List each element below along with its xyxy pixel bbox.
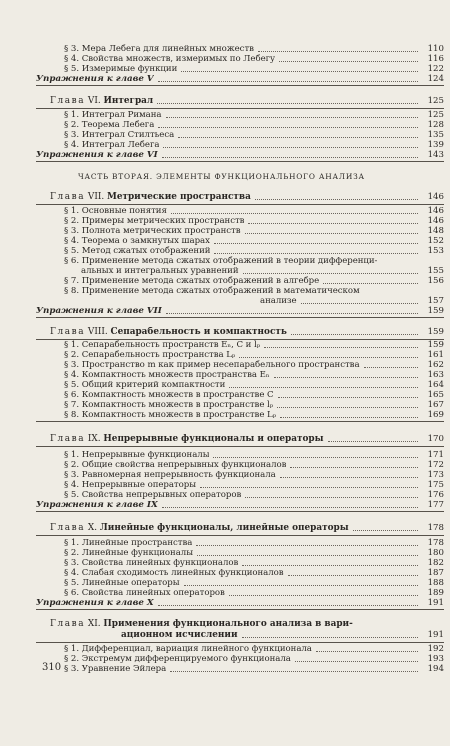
toc-page-number: 163 (427, 370, 444, 380)
horizontal-rule (36, 609, 444, 610)
leader-dots (178, 137, 418, 138)
toc-page-number: 159 (427, 327, 444, 337)
toc-page-number: 164 (427, 380, 444, 390)
leader-dots (278, 397, 418, 398)
toc-entry-text: § 5. Линейные операторы (64, 578, 180, 588)
toc-entry-text: § 3. Мера Лебега для линейных множеств (64, 44, 254, 54)
toc-page-number: 122 (427, 64, 444, 74)
leader-dots (301, 303, 418, 304)
leader-dots (288, 575, 418, 576)
toc-page-number: 169 (427, 410, 444, 420)
leader-dots (158, 605, 418, 606)
toc-page-number: 171 (427, 450, 444, 460)
toc-entry-text: § 3. Интеграл Стилтьеса (64, 130, 175, 140)
leader-dots (291, 334, 418, 335)
leader-dots (242, 565, 418, 566)
toc-entry-text: § 5. Общий критерий компактности (64, 380, 226, 390)
horizontal-rule (36, 511, 444, 512)
toc-page-number: 173 (427, 470, 444, 480)
leader-dots (323, 283, 418, 284)
toc-entry-text: Упражнения к главе IX (36, 500, 158, 510)
leader-dots (290, 467, 418, 468)
toc-page-number: 125 (427, 96, 444, 106)
leader-dots (163, 147, 418, 148)
toc-page-number: 180 (427, 548, 444, 558)
leader-dots (364, 367, 418, 368)
horizontal-rule (36, 446, 444, 447)
toc-page-number: 172 (427, 460, 444, 470)
chapter-title-continuation: ационном исчислении (121, 630, 238, 640)
toc-entry-text: § 1. Дифференциал, вариация линейного функционала (64, 644, 312, 654)
toc-page-number: 146 (427, 206, 444, 216)
toc-page-number: 159 (427, 340, 444, 350)
leader-dots (264, 347, 418, 348)
toc-page-number: 194 (427, 664, 444, 674)
chapter-title: Непрерывные функционалы и операторы (103, 434, 324, 444)
toc-entry-text: § 4. Компактность множеств пространства Eₙ (64, 370, 270, 380)
leader-dots (162, 157, 418, 158)
chapter-number: VI. (87, 96, 101, 106)
horizontal-rule (36, 108, 444, 109)
chapter-heading-text (50, 619, 353, 629)
toc-page-number: 125 (427, 110, 444, 120)
toc-page-number: 187 (427, 568, 444, 578)
toc-page-number: 177 (427, 500, 444, 510)
leader-dots (197, 555, 418, 556)
toc-page-number: 139 (427, 140, 444, 150)
toc-entry-text: § 6. Свойства линейных операторов (64, 588, 225, 598)
chapter-number: X. (87, 523, 98, 533)
leader-dots (274, 377, 418, 378)
toc-page-number: 128 (427, 120, 444, 130)
toc-entry-text: § 1. Линейные пространства (64, 538, 193, 548)
toc-entry-text: § 7. Применение метода сжатых отображений в алгебре (64, 276, 320, 286)
chapter-word: Глава (50, 192, 86, 202)
toc-entry-text: § 3. Уравнение Эйлера (64, 664, 167, 674)
leader-dots (229, 595, 418, 596)
chapter-title: Применения функционального анализа в вари- (103, 619, 353, 629)
toc-page-number: 153 (427, 246, 444, 256)
leader-dots (158, 127, 418, 128)
leader-dots (170, 671, 418, 672)
toc-entry-text: § 4. Слабая сходимость линейных функционалов (64, 568, 284, 578)
toc-page-number: 165 (427, 390, 444, 400)
horizontal-rule (36, 535, 444, 536)
toc-page-number: 175 (427, 480, 444, 490)
toc-entry-text: Упражнения к главе VII (36, 306, 162, 316)
chapter-number: VII. (87, 192, 105, 202)
toc-page-number: 116 (427, 54, 444, 64)
toc-page-number: 182 (427, 558, 444, 568)
horizontal-rule (36, 161, 444, 162)
toc-entry-text: § 5. Измеримые функции (64, 64, 178, 74)
toc-entry-text: Упражнения к главе X (36, 598, 154, 608)
chapter-heading-text (50, 96, 153, 106)
leader-dots (181, 71, 418, 72)
toc-page-number: 135 (427, 130, 444, 140)
toc-page-number: 193 (427, 654, 444, 664)
horizontal-rule (36, 642, 444, 643)
toc-page-number: 176 (427, 490, 444, 500)
toc-entry-text: § 4. Свойства множеств, измеримых по Лебегу (64, 54, 276, 64)
toc-entry-text: § 2. Сепарабельность пространства Lₚ (64, 350, 236, 360)
leader-dots (213, 457, 418, 458)
toc-entry-text: § 1. Основные понятия (64, 206, 167, 216)
chapter-number: IX. (87, 434, 101, 444)
chapter-number: XI. (87, 619, 101, 629)
toc-entry-text: § 1. Интеграл Римана (64, 110, 162, 120)
leader-dots (162, 507, 418, 508)
leader-dots (279, 61, 418, 62)
leader-dots (245, 233, 418, 234)
toc-page-number: 170 (427, 434, 444, 444)
toc-entry-text: Упражнения к главе VI (36, 150, 158, 160)
toc-page-number: 156 (427, 276, 444, 286)
leader-dots (328, 441, 418, 442)
leader-dots (258, 51, 418, 52)
leader-dots (248, 223, 418, 224)
toc-page-number: 161 (427, 350, 444, 360)
toc-entry-text: § 8. Применение метода сжатых отображений в математическом (64, 286, 360, 296)
toc-entry-text: § 3. Свойства линейных функционалов (64, 558, 239, 568)
leader-dots (171, 213, 418, 214)
leader-dots (196, 545, 418, 546)
leader-dots (245, 497, 418, 498)
toc-entry-text: § 6. Применение метода сжатых отображений в теории дифференци- (64, 256, 378, 266)
leader-dots (295, 661, 418, 662)
toc-entry-text: § 1. Непрерывные функционалы (64, 450, 210, 460)
toc-entry-text: § 3. Пространство m как пример несепарабельного пространства (64, 360, 360, 370)
toc-page-number: 110 (427, 44, 444, 54)
toc-entry-text: Упражнения к главе V (36, 74, 154, 84)
toc-page-number: 162 (427, 360, 444, 370)
toc-page-number: 146 (427, 216, 444, 226)
toc-page-number: 178 (427, 523, 444, 533)
toc-entry-text: § 2. Линейные функционалы (64, 548, 193, 558)
toc-page-number: 192 (427, 644, 444, 654)
chapter-word: Глава (50, 327, 86, 337)
leader-dots (316, 651, 418, 652)
chapter-word: Глава (50, 619, 86, 629)
leader-dots (239, 357, 418, 358)
leader-dots (157, 103, 418, 104)
toc-page-number: 143 (427, 150, 444, 160)
toc-page-number: 188 (427, 578, 444, 588)
leader-dots (158, 81, 418, 82)
chapter-heading-text (50, 434, 324, 444)
toc-page-number: 155 (427, 266, 444, 276)
leader-dots (166, 117, 418, 118)
toc-entry-text: § 6. Компактность множеств в пространстве C (64, 390, 274, 400)
toc-entry-text: § 4. Непрерывные операторы (64, 480, 196, 490)
toc-page-number: 189 (427, 588, 444, 598)
leader-dots (243, 273, 418, 274)
toc-page-number: 148 (427, 226, 444, 236)
toc-entry-text: § 1. Сепарабельность пространств Eₙ, C и lₚ (64, 340, 261, 350)
toc-entry-text: § 5. Метод сжатых отображений (64, 246, 211, 256)
horizontal-rule (36, 317, 444, 318)
toc-page-number: 191 (427, 630, 444, 640)
chapter-word: Глава (50, 96, 86, 106)
toc-page-number: 178 (427, 538, 444, 548)
toc-page-number: 167 (427, 400, 444, 410)
toc-page-number: 124 (427, 74, 444, 84)
chapter-word: Глава (50, 523, 86, 533)
chapter-heading-text (50, 192, 251, 202)
horizontal-rule (36, 204, 444, 205)
leader-dots (200, 487, 418, 488)
leader-dots (184, 585, 418, 586)
toc-entry-text: § 2. Общие свойства непрерывных функционалов (64, 460, 287, 470)
toc-entry-text: § 2. Теорема Лебега (64, 120, 155, 130)
toc-page-number: 157 (427, 296, 444, 306)
toc-entry-text: § 8. Компактность множеств в пространстве Lₚ (64, 410, 277, 420)
toc-entry-text: § 4. Интеграл Лебега (64, 140, 160, 150)
horizontal-rule (36, 85, 444, 86)
leader-dots (229, 387, 418, 388)
toc-entry-text: анализе (260, 296, 297, 306)
leader-dots (166, 313, 418, 314)
leader-dots (280, 477, 418, 478)
chapter-number: VIII. (87, 327, 108, 337)
leader-dots (255, 199, 418, 200)
leader-dots (353, 530, 418, 531)
toc-entry-text: § 4. Теорема о замкнутых шарах (64, 236, 210, 246)
chapter-title: Сепарабельность и компактность (110, 327, 287, 337)
chapter-heading-text (121, 630, 238, 640)
chapter-title: Линейные функционалы, линейные операторы (99, 523, 349, 533)
chapter-word: Глава (50, 434, 86, 444)
part-heading: ЧАСТЬ ВТОРАЯ. ЭЛЕМЕНТЫ ФУНКЦИОНАЛЬНОГО АНАЛИЗА (78, 172, 365, 181)
leader-dots (277, 407, 418, 408)
leader-dots (242, 637, 418, 638)
toc-entry-text: § 2. Примеры метрических пространств (64, 216, 245, 226)
chapter-title: Метрические пространства (107, 192, 251, 202)
toc-page-number: 152 (427, 236, 444, 246)
leader-dots (214, 243, 418, 244)
toc-entry-text: § 3. Равномерная непрерывность функционала (64, 470, 276, 480)
chapter-title: Интеграл (103, 96, 154, 106)
chapter-heading-text (50, 327, 287, 337)
leader-dots (214, 253, 418, 254)
toc-page-number: 191 (427, 598, 444, 608)
toc-page-number: 146 (427, 192, 444, 202)
chapter-heading-text (50, 523, 349, 533)
page-number: 310 (42, 662, 62, 673)
leader-dots (280, 417, 418, 418)
toc-entry-text: § 7. Компактность множеств в пространстве lₚ (64, 400, 274, 410)
horizontal-rule (36, 339, 444, 340)
toc-entry-text: § 5. Свойства непрерывных операторов (64, 490, 242, 500)
toc-entry-text: альных и интегральных уравнений (81, 266, 239, 276)
toc-entry-text: § 2. Экстремум дифференцируемого функционала (64, 654, 291, 664)
toc-page-number: 159 (427, 306, 444, 316)
toc-entry-text: § 3. Полнота метрических пространств (64, 226, 241, 236)
horizontal-rule (36, 421, 444, 422)
